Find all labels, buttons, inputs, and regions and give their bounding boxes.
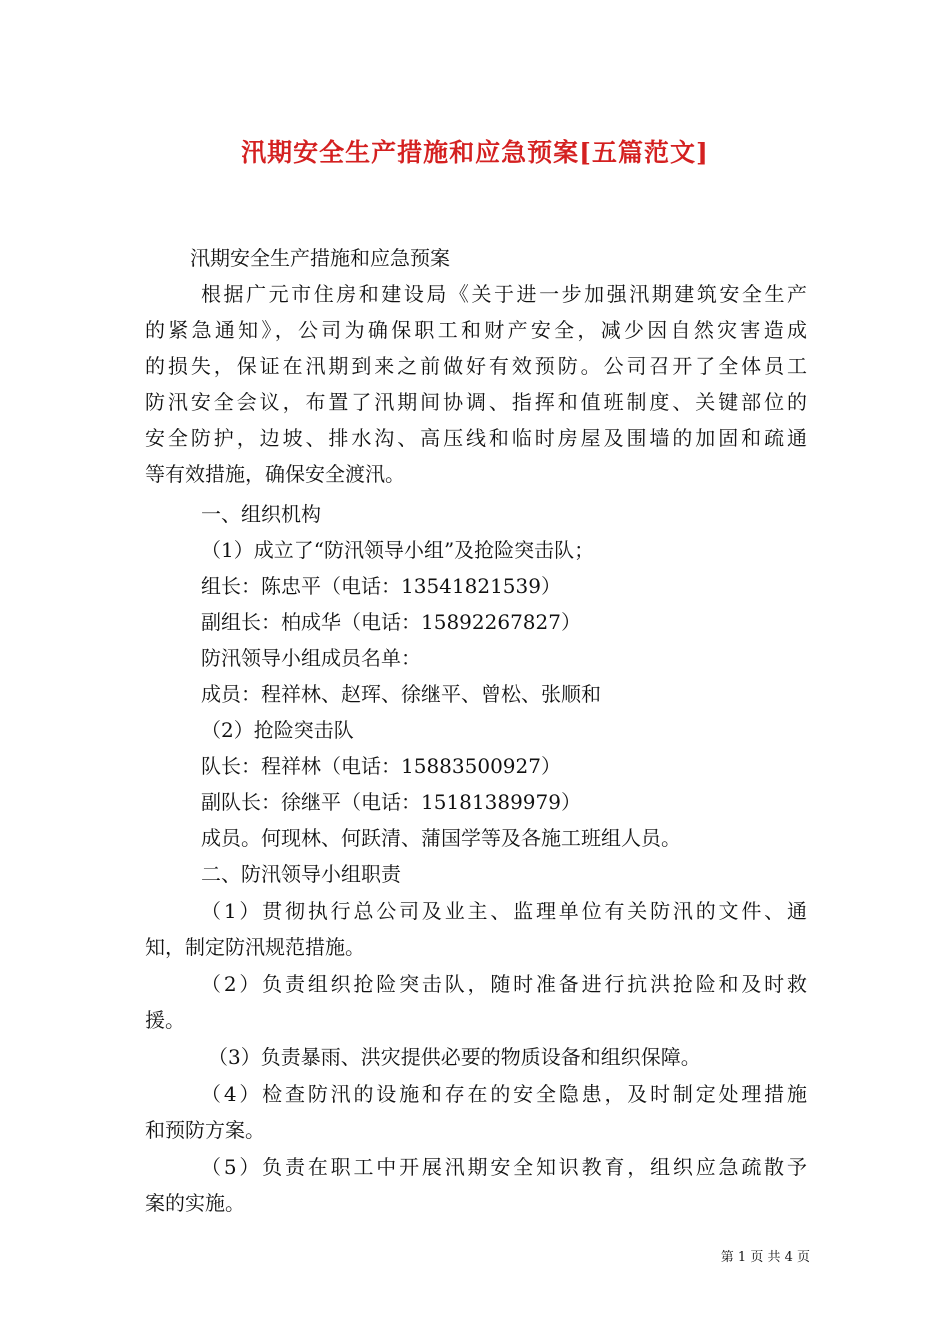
list-item: （1）成立了“防汛领导小组”及抢险突击队； [201, 538, 595, 562]
list-item: （2）抢险突击队 [201, 718, 354, 742]
paragraph-line: （5）负责在职工中开展汛期安全知识教育，组织应急疏散予 [201, 1155, 807, 1179]
paragraph-line: 安全防护，边坡、排水沟、高压线和临时房屋及围墙的加固和疏通 [145, 426, 807, 450]
paragraph-line: （2）负责组织抢险突击队，随时准备进行抗洪抢险和及时救 [201, 972, 807, 996]
document-title: 汛期安全生产措施和应急预案[五篇范文] [241, 138, 709, 167]
paragraph-line: 和预防方案。 [145, 1118, 265, 1142]
paragraph-line: 援。 [145, 1008, 185, 1032]
list-item: 成员。何现林、何跃清、蒲国学等及各施工班组人员。 [201, 826, 681, 850]
paragraph-line: 防汛安全会议，布置了汛期间协调、指挥和值班制度、关键部位的 [145, 390, 807, 414]
list-item: 防汛领导小组成员名单： [201, 646, 421, 670]
list-item: 成员：程祥林、赵珲、徐继平、曾松、张顺和 [201, 682, 601, 706]
paragraph-line: 根据广元市住房和建设局《关于进一步加强汛期建筑安全生产 [201, 282, 807, 306]
paragraph-line: 知，制定防汛规范措施。 [145, 935, 365, 959]
paragraph-line: （1）贯彻执行总公司及业主、监理单位有关防汛的文件、通 [201, 899, 807, 923]
paragraph-line: （3）负责暴雨、洪灾提供必要的物质设备和组织保障。 [208, 1045, 701, 1069]
paragraph-line: 的损失，保证在汛期到来之前做好有效预防。公司召开了全体员工 [145, 354, 807, 378]
paragraph-line: 的紧急通知》，公司为确保职工和财产安全，减少因自然灾害造成 [145, 318, 807, 342]
section-heading: 二、防汛领导小组职责 [201, 862, 401, 886]
list-item: 队长：程祥林（电话：15883500927） [201, 754, 561, 778]
list-item: 组长：陈忠平（电话：13541821539） [201, 574, 561, 598]
list-item: 副组长：柏成华（电话：15892267827） [201, 610, 581, 634]
subtitle-line: 汛期安全生产措施和应急预案 [190, 246, 450, 270]
paragraph-line: 案的实施。 [145, 1191, 245, 1215]
page-number: 第 1 页 共 4 页 [720, 1250, 810, 1265]
paragraph-line: （4）检查防汛的设施和存在的安全隐患，及时制定处理措施 [201, 1082, 807, 1106]
section-heading: 一、组织机构 [201, 502, 321, 526]
paragraph-line: 等有效措施，确保安全渡汛。 [145, 462, 405, 486]
list-item: 副队长：徐继平（电话：15181389979） [201, 790, 581, 814]
